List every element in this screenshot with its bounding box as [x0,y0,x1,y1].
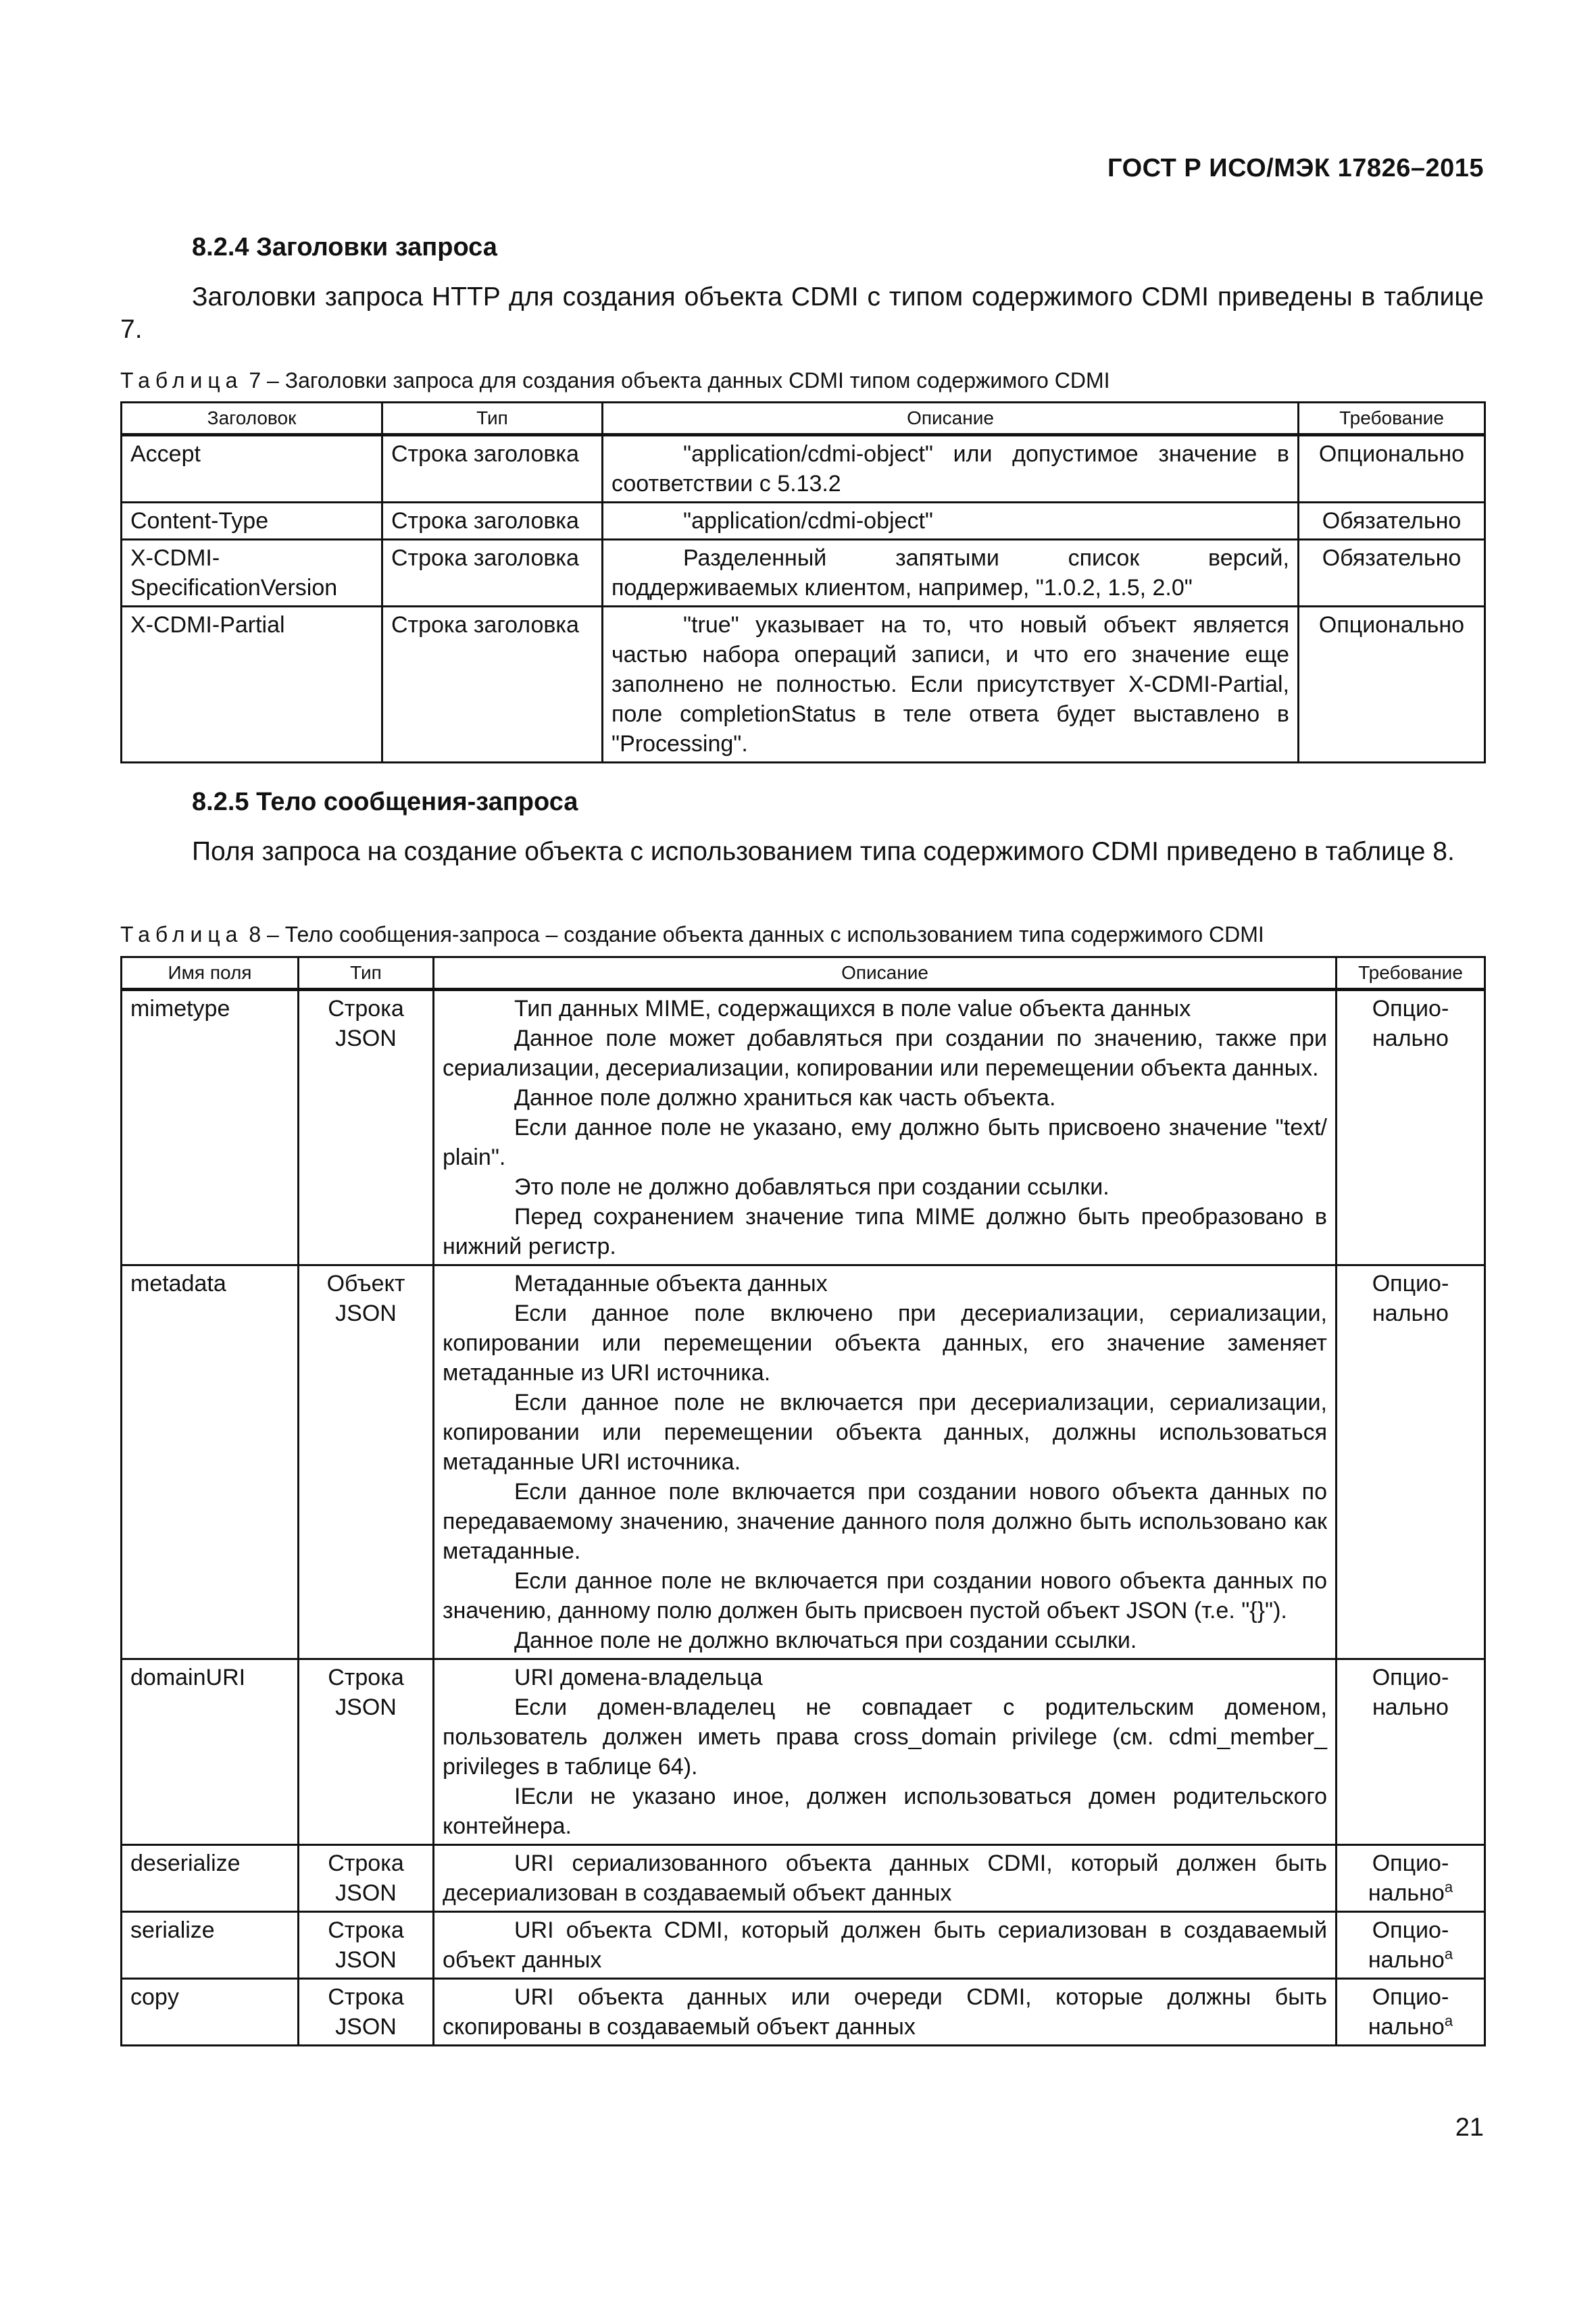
table8-cell-description [434,1912,1337,1979]
table8-description-paragraph: Если данное поле не включается при десериализации, сериализации, копировании или перемещении объекта данных, должны использоваться метаданные URI источника. [443,1390,1327,1475]
table8-type-text: Строка JSON [328,1917,404,1973]
table7-header-requirement: Требование [1299,403,1485,435]
table7-row [122,435,1485,503]
table8-cell-requirement [1337,1265,1485,1659]
table8-cell-description [434,1845,1337,1912]
table8-cell-type [299,990,434,1265]
table7-cell-description [603,435,1299,503]
table8-cell-name: serialize [122,1912,299,1979]
table8-requirement-text: Опцио-нально [1368,1984,1449,2040]
table7-header-row [122,403,1485,435]
table8-cell-name: metadata [122,1265,299,1659]
table8-header-name: Имя поля [122,957,299,990]
table8-cell-type [299,1265,434,1659]
table8-footnote-mark: a [1444,1878,1453,1896]
table8-description-paragraph: Перед сохранением значение типа MIME должно быть преобразовано в нижний регистр. [443,1204,1327,1259]
table8-cell-requirement [1337,1659,1485,1845]
table7-cell-description [603,540,1299,607]
table7-cell-description [603,503,1299,540]
table8-description-paragraph: Если данное поле включено при десериализации, сериализации, копировании или перемещении объекта данных, его значение заменяет метаданные из URI источника. [443,1301,1327,1386]
table8-cell-name: copy [122,1979,299,2046]
table8-cell-name: mimetype [122,990,299,1265]
table7-caption-label: Таблица [120,368,243,393]
table8-row [122,1265,1485,1659]
table8-footnote-mark: a [1444,2012,1453,2030]
table8-cell-type [299,1845,434,1912]
table7-cell-name: Accept [122,435,382,503]
table8-cell-description [434,1265,1337,1659]
table8-requirement-text: Опцио-нально [1368,1917,1449,1973]
table8-requirement-text: Опцио-нально [1372,1665,1449,1720]
table7-description-text: Разделенный запятыми список версий, поддерживаемых клиентом, например, "1.0.2, 1.5, 2.0" [612,545,1289,601]
table8-type-text: Объект JSON [326,1271,405,1326]
table8-cell-name: domainURI [122,1659,299,1845]
table8-description-paragraph: Если данное поле включается при создании нового объекта данных по передаваемому значению, значение данного поля должно быть использовано как метаданные. [443,1479,1327,1564]
table7-description-text: "application/cdmi-object" [683,508,933,534]
table7-description-text: "application/cdmi-object" или допустимое значение в соответствии с 5.13.2 [612,441,1289,497]
table7-cell-requirement: Обязательно [1299,540,1485,607]
table7-cell-type: Строка заголовка [382,607,603,763]
table8-cell-requirement [1337,1912,1485,1979]
table8-cell-name: deserialize [122,1845,299,1912]
section-8-2-4-title: 8.2.4 Заголовки запроса [192,233,497,261]
table8-cell-description [434,1659,1337,1845]
table8-cell-requirement [1337,1845,1485,1912]
table8-cell-type [299,1979,434,2046]
table-7 [120,401,1486,763]
table7-cell-type: Строка заголовка [382,503,603,540]
table8-caption-text: 8 – Тело сообщения-запроса – создание объекта данных с использованием типа содержимого CDMI [243,922,1264,947]
table8-row [122,990,1485,1265]
table7-row [122,503,1485,540]
table8-row [122,1979,1485,2046]
table8-cell-type [299,1659,434,1845]
table8-type-text: Строка JSON [328,1665,404,1720]
table7-cell-requirement: Опционально [1299,435,1485,503]
table7-row [122,540,1485,607]
table7-cell-type: Строка заголовка [382,540,603,607]
table8-requirement-text: Опцио-нально [1372,1271,1449,1326]
table8-type-text: Строка JSON [328,1851,404,1906]
table8-description-paragraph: Если данное поле не указано, ему должно быть присвоено значение "text/ plain". [443,1115,1327,1170]
table8-row [122,1845,1485,1912]
table8-header-description: Описание [434,957,1337,990]
table8-description-paragraph: URI домена-владельца [514,1665,763,1690]
table-8 [120,956,1486,2046]
page-number: 21 [1455,2113,1484,2142]
table8-description-paragraph: Тип данных MIME, содержащихся в поле value объекта данных [514,996,1191,1022]
table7-cell-name: Content-Type [122,503,382,540]
section-8-2-4-text: Заголовки запроса HTTP для создания объекта CDMI с типом содержимого CDMI приведены в таблице 7. [120,282,1484,344]
table8-header-requirement: Требование [1337,957,1485,990]
table7-caption-text: 7 – Заголовки запроса для создания объекта данных CDMI типом содержимого CDMI [243,368,1110,393]
table8-requirement-text: Опцио-нально [1368,1851,1449,1906]
table7-caption [120,368,1109,393]
table7-cell-name: X-CDMI-SpecificationVersion [122,540,382,607]
table8-description-paragraph: URI объекта данных или очереди CDMI, которые должны быть скопированы в создаваемый объект данных [443,1984,1327,2040]
table8-row [122,1912,1485,1979]
table8-description-paragraph: Данное поле не должно включаться при создании ссылки. [514,1628,1137,1653]
table8-description-paragraph: Если домен-владелец не совпадает с родительским доменом, пользователь должен иметь права cross_domain privilege (см. cdmi_member_ privileges в таблице 64). [443,1694,1327,1780]
table7-header-description: Описание [603,403,1299,435]
table7-cell-name: X-CDMI-Partial [122,607,382,763]
table8-cell-type [299,1912,434,1979]
table8-description-paragraph: Это поле не должно добавляться при создании ссылки. [514,1174,1109,1200]
table8-cell-description [434,1979,1337,2046]
document-id-header: ГОСТ Р ИСО/МЭК 17826–2015 [1107,154,1484,182]
table8-header-type: Тип [299,957,434,990]
table8-type-text: Строка JSON [328,996,404,1051]
table8-description-paragraph: URI объекта CDMI, который должен быть сериализован в создаваемый объект данных [443,1917,1327,1973]
table8-caption [120,922,1264,947]
table8-cell-requirement [1337,1979,1485,2046]
section-8-2-5-title: 8.2.5 Тело сообщения-запроса [192,788,578,816]
table7-cell-requirement: Опционально [1299,607,1485,763]
table8-header-row [122,957,1485,990]
table8-description-paragraph: URI сериализованного объекта данных CDMI, который должен быть десериализован в создаваемый объект данных [443,1851,1327,1906]
table8-description-paragraph: IЕсли не указано иное, должен использоваться домен родительского контейнера. [443,1784,1327,1839]
section-8-2-5-text: Поля запроса на создание объекта с использованием типа содержимого CDMI приведено в таблице 8. [192,837,1455,866]
table7-header-name: Заголовок [122,403,382,435]
table7-row [122,607,1485,763]
table7-header-type: Тип [382,403,603,435]
table8-type-text: Строка JSON [328,1984,404,2040]
table8-row [122,1659,1485,1845]
table8-description-paragraph: Данное поле может добавляться при создании по значению, также при сериализации, десериализации, копировании или перемещении объекта данных. [443,1026,1327,1081]
table8-description-paragraph: Если данное поле не включается при создании нового объекта данных по значению, данному полю должен быть присвоен пустой объект JSON (т.е. "{}"). [443,1568,1327,1624]
table8-cell-description [434,990,1337,1265]
table7-cell-type: Строка заголовка [382,435,603,503]
table8-description-paragraph: Метаданные объекта данных [514,1271,828,1297]
table8-footnote-mark: a [1444,1945,1453,1963]
table7-cell-description [603,607,1299,763]
table8-caption-label: Таблица [120,922,243,947]
table8-description-paragraph: Данное поле должно храниться как часть объекта. [514,1085,1056,1111]
table8-cell-requirement [1337,990,1485,1265]
table7-description-text: "true" указывает на то, что новый объект является частью набора операций записи, и что его значение еще заполнено не полностью. Если присутствует X-CDMI-Partial, поле completionStatus в теле ответа будет выставлено в "Processing". [612,612,1289,757]
table7-cell-requirement: Обязательно [1299,503,1485,540]
table8-requirement-text: Опцио-нально [1372,996,1449,1051]
